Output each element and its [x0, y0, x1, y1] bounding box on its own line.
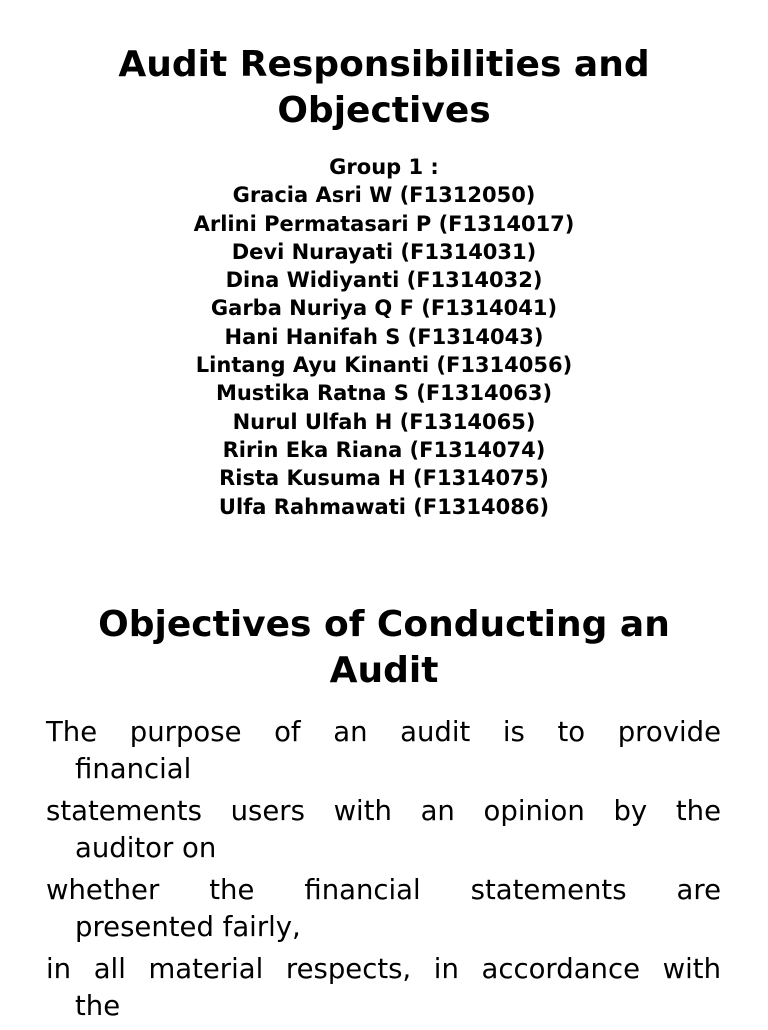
member-name: Ririn Eka Riana (F1314074) [222, 437, 546, 462]
paragraph-first-line: whether the financial statements are [46, 874, 721, 906]
body-paragraph [46, 872, 721, 946]
member-name: Lintang Ayu Kinanti (F1314056) [195, 353, 573, 378]
body-paragraph [46, 714, 721, 788]
member-name: Hani Hanifah S (F1314043) [224, 324, 544, 349]
paragraph-continuation: presented fairly, [75, 911, 301, 943]
member-name: Dina Widiyanti (F1314032) [225, 268, 543, 293]
member-name: Gracia Asri W (F1312050) [232, 183, 536, 208]
paragraph-continuation: auditor on [75, 832, 217, 864]
content-slide [0, 560, 768, 1024]
member-name: Mustika Ratna S (F1314063) [215, 381, 553, 406]
member-name: Ulfa Rahmawati (F1314086) [218, 494, 550, 519]
member-name: Garba Nuriya Q F (F1314041) [210, 296, 558, 321]
slide-title-line-2: Audit [329, 650, 439, 691]
body-paragraph [46, 793, 721, 867]
slide-title-line-1: Objectives of Conducting an [98, 604, 670, 645]
group-label: Group 1 : [329, 155, 439, 179]
paragraph-first-line: The purpose of an audit is to provide [46, 716, 721, 748]
slide-title-line-2: Objectives [277, 90, 491, 131]
body-paragraph [46, 951, 721, 1025]
paragraph-continuation: the [75, 990, 121, 1022]
member-name: Devi Nurayati (F1314031) [231, 239, 537, 264]
group-members [40, 153, 728, 521]
slide-body [46, 714, 721, 1030]
paragraph-first-line: statements users with an opinion by the [46, 795, 721, 827]
paragraph-first-line: in all material respects, in accordance with [46, 953, 721, 985]
slide-title-line-1: Audit Responsibilities and [118, 44, 650, 85]
slide-title [40, 42, 728, 134]
member-name: Rista Kusuma H (F1314075) [219, 466, 549, 491]
member-name: Nurul Ulfah H (F1314065) [232, 409, 536, 434]
member-name: Arlini Permatasari P (F1314017) [193, 211, 575, 236]
paragraph-continuation: financial [75, 753, 192, 785]
slide-title [40, 602, 728, 694]
